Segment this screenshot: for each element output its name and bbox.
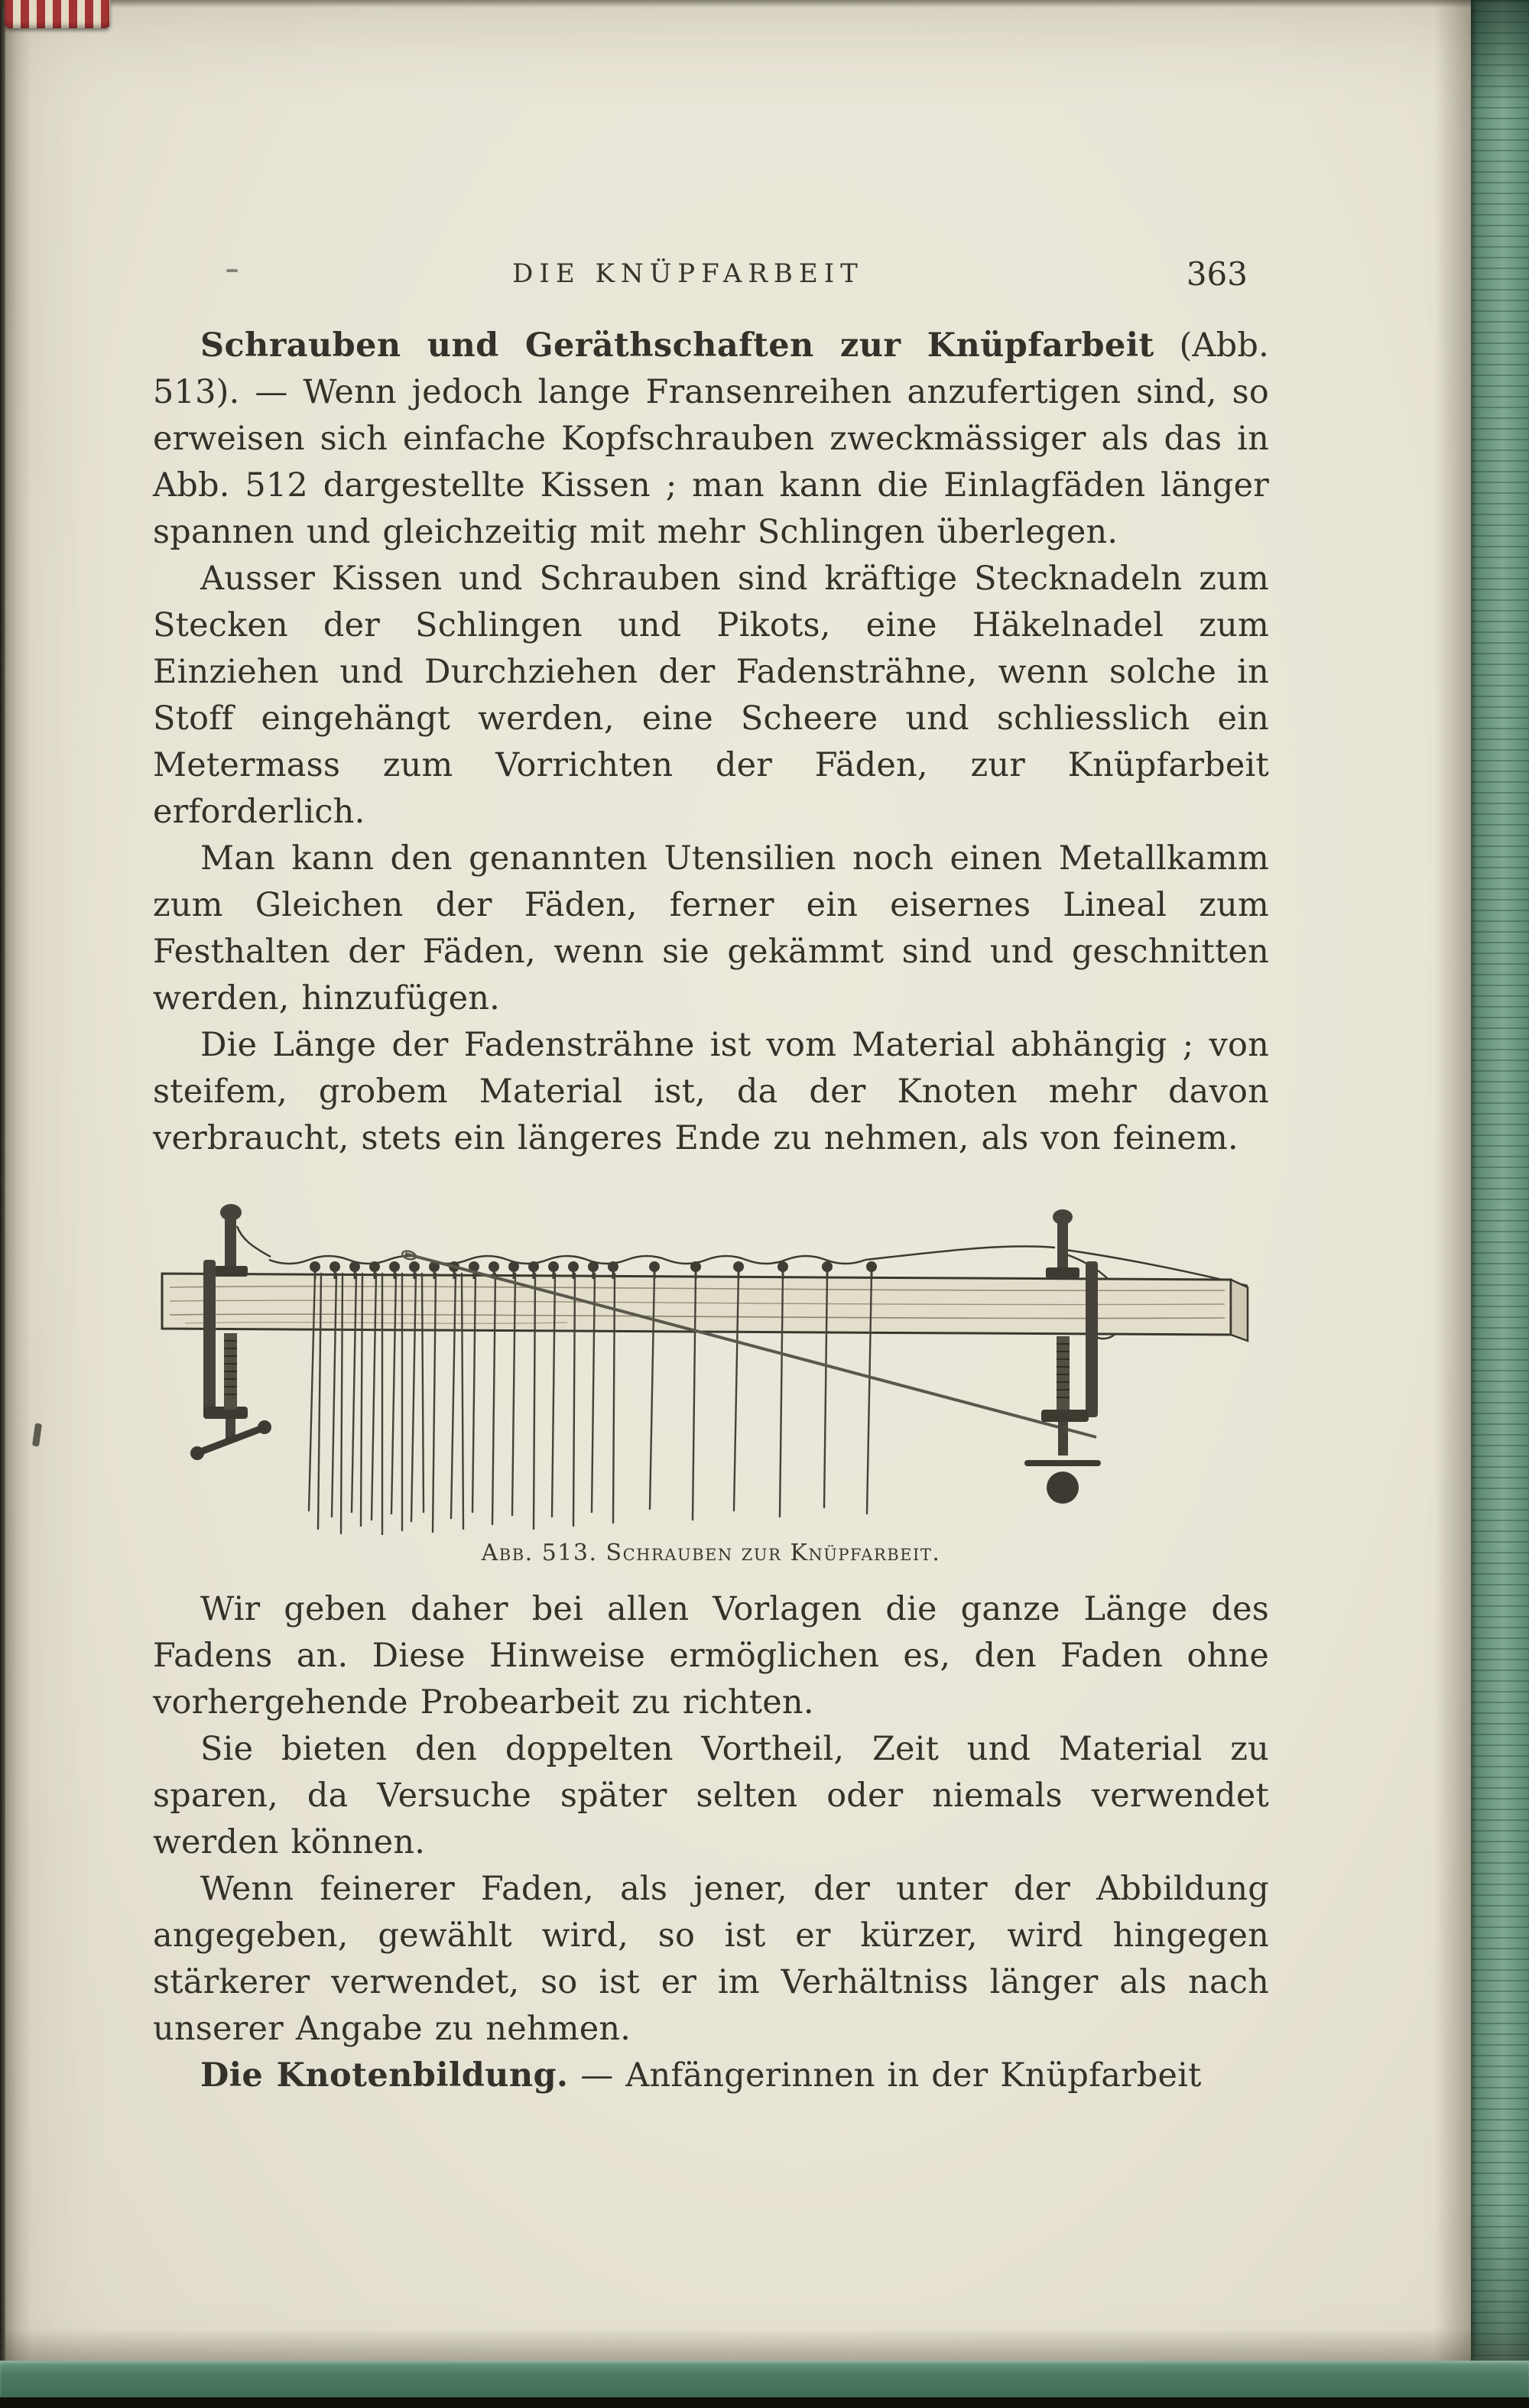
paragraph-text: Sie bieten den doppelten Vortheil, Zeit und Material zu sparen, da Versuche später selten oder niemals verwendet werden können. bbox=[153, 1730, 1269, 1861]
body-text-before-figure bbox=[153, 323, 1269, 1162]
paragraph-text: (Abb. 513). — Wenn jedoch lange Fransenreihen anzufertigen sind, so erweisen sich einfache Kopfschrauben zweckmässiger als das in Abb. 512 dargestellte Kissen ; man kann die Einlagfäden länger spannen und gleichzeitig mit mehr Schlingen überlegen. bbox=[153, 326, 1269, 551]
paragraph-text: — Anfängerinnen in der Knüpfarbeit bbox=[568, 2056, 1202, 2095]
paragraph-text: Man kann den genannten Utensilien noch einen Metallkamm zum Gleichen der Fäden, ferner ein eisernes Lineal zum Festhalten der Fäden, wenn sie gekämmt sind und geschnitten werden, hinzufügen. bbox=[153, 839, 1269, 1017]
bottom-edge-dark bbox=[0, 2397, 1529, 2408]
page-number: 363 bbox=[1186, 255, 1248, 293]
paragraph-bold-lead: Schrauben und Geräthschaften zur Knüpfarbeit bbox=[200, 326, 1154, 365]
paper-right-shadow bbox=[1434, 0, 1471, 2408]
paragraph bbox=[153, 1726, 1269, 1866]
plank bbox=[162, 1274, 1248, 1341]
paragraph bbox=[153, 1586, 1269, 1726]
body-text-after-figure bbox=[153, 1586, 1269, 2099]
paragraph bbox=[153, 2053, 1269, 2099]
paragraph bbox=[153, 323, 1269, 556]
paragraph-text: Wir geben daher bei allen Vorlagen die ganze Länge des Fadens an. Diese Hinweise ermöglichen es, den Faden ohne vorhergehende Probearbeit zu richten. bbox=[153, 1590, 1269, 1722]
paragraph bbox=[153, 556, 1269, 836]
bottom-cover-green bbox=[0, 2361, 1529, 2397]
figure-block bbox=[139, 1183, 1269, 1535]
left-clamp bbox=[190, 1204, 271, 1460]
paper-bottom-shadow bbox=[0, 2328, 1529, 2361]
running-header-title: DIE KNÜPFARBEIT bbox=[512, 258, 864, 289]
spine-edge bbox=[0, 0, 5, 2408]
figure-illustration-clamps-and-threads bbox=[139, 1183, 1255, 1535]
running-header bbox=[153, 255, 1269, 301]
paragraph-text: Die Länge der Fadensträhne ist vom Material abhängig ; von steifem, grobem Material ist, da der Knoten mehr davon verbraucht, stets ein längeres Ende zu nehmen, als von feinem. bbox=[153, 1026, 1269, 1157]
figure-caption: Abb. 513. Schrauben zur Knüpfarbeit. bbox=[481, 1540, 941, 1566]
paragraph bbox=[153, 1022, 1269, 1162]
headband-striped bbox=[5, 0, 110, 28]
fore-edge-green-cloth bbox=[1471, 0, 1529, 2408]
paragraph-text: Ausser Kissen und Schrauben sind kräftige Stecknadeln zum Stecken der Schlingen und Pikots, eine Häkelnadel zum Einziehen und Durchziehen der Fadensträhne, wenn solche in Stoff eingehängt werden, eine Scheere und schliesslich ein Metermass zum Vorrichten der Fäden, zur Knüpfarbeit erforderlich. bbox=[153, 560, 1269, 831]
paragraph-text: Wenn feinerer Faden, als jener, der unter der Abbildung angegeben, gewählt wird, so ist er kürzer, wird hingegen stärkerer verwendet, so ist er im Verhältniss länger als nach unserer Angabe zu nehmen. bbox=[153, 1870, 1269, 2048]
page-top-shadow bbox=[0, 0, 1529, 8]
stray-ink-mark bbox=[32, 1423, 42, 1447]
paragraph-bold-lead: Die Knotenbildung. bbox=[200, 2056, 569, 2095]
text-column bbox=[153, 255, 1269, 2099]
paragraph bbox=[153, 1866, 1269, 2053]
paragraph bbox=[153, 836, 1269, 1022]
